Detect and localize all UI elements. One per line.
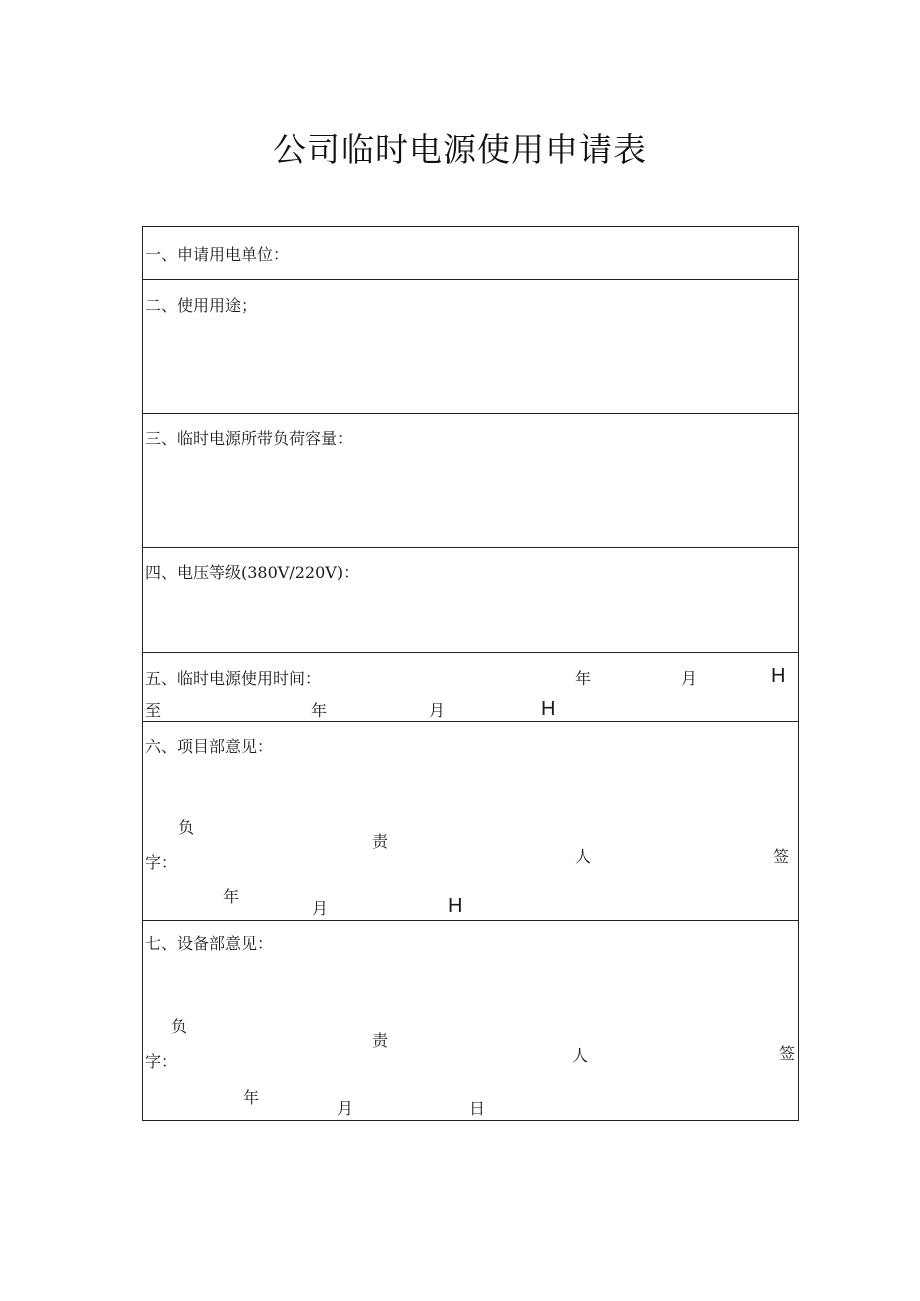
- row-project-dept-opinion[interactable]: [143, 722, 798, 921]
- purpose-label: 二、使用用途；: [145, 296, 258, 315]
- equipment-date-year: 年: [243, 1088, 260, 1107]
- equipment-date-month: 月: [337, 1099, 354, 1118]
- load-capacity-label: 三、临时电源所带负荷容量：: [145, 429, 354, 448]
- project-signer-fu: 负: [178, 818, 195, 837]
- project-opinion-label: 六、项目部意见：: [145, 737, 274, 756]
- form-title: 公司临时电源使用申请表: [273, 130, 647, 169]
- application-form-table: [142, 226, 799, 1121]
- project-date-year: 年: [223, 887, 240, 906]
- row-load-capacity[interactable]: [143, 414, 798, 548]
- row-voltage-level[interactable]: [143, 548, 798, 653]
- end-year-label: 年: [311, 701, 328, 720]
- row-usage-time[interactable]: [143, 653, 798, 722]
- equipment-signer-fu: 负: [171, 1017, 188, 1036]
- start-month-label: 月: [681, 669, 698, 688]
- project-date-day: H: [448, 895, 463, 917]
- start-year-label: 年: [575, 669, 592, 688]
- row-purpose[interactable]: [143, 280, 798, 414]
- voltage-level-label: 四、电压等级(380V/220V)：: [145, 563, 360, 582]
- equipment-signer-ren: 人: [572, 1046, 589, 1065]
- to-label: 至: [145, 701, 162, 720]
- end-day-label: H: [541, 698, 556, 720]
- project-date-month: 月: [312, 899, 329, 918]
- equipment-signer-ze: 责: [372, 1031, 389, 1050]
- project-signer-zi: 字：: [145, 853, 178, 872]
- equipment-signer-zi: 字：: [145, 1052, 178, 1071]
- equipment-opinion-label: 七、设备部意见：: [145, 934, 274, 953]
- project-signer-ren: 人: [575, 847, 592, 866]
- row-applicant-unit[interactable]: [143, 227, 798, 280]
- equipment-signer-qian: 签: [779, 1044, 796, 1063]
- start-day-label: H: [771, 665, 786, 687]
- project-signer-ze: 责: [372, 832, 389, 851]
- applicant-unit-label: 一、申请用电单位：: [145, 245, 290, 264]
- end-month-label: 月: [429, 701, 446, 720]
- project-signer-qian: 签: [773, 847, 790, 866]
- equipment-date-day: 日: [469, 1099, 486, 1118]
- row-equipment-dept-opinion[interactable]: [143, 921, 798, 1120]
- usage-time-label: 五、临时电源使用时间：: [145, 669, 322, 688]
